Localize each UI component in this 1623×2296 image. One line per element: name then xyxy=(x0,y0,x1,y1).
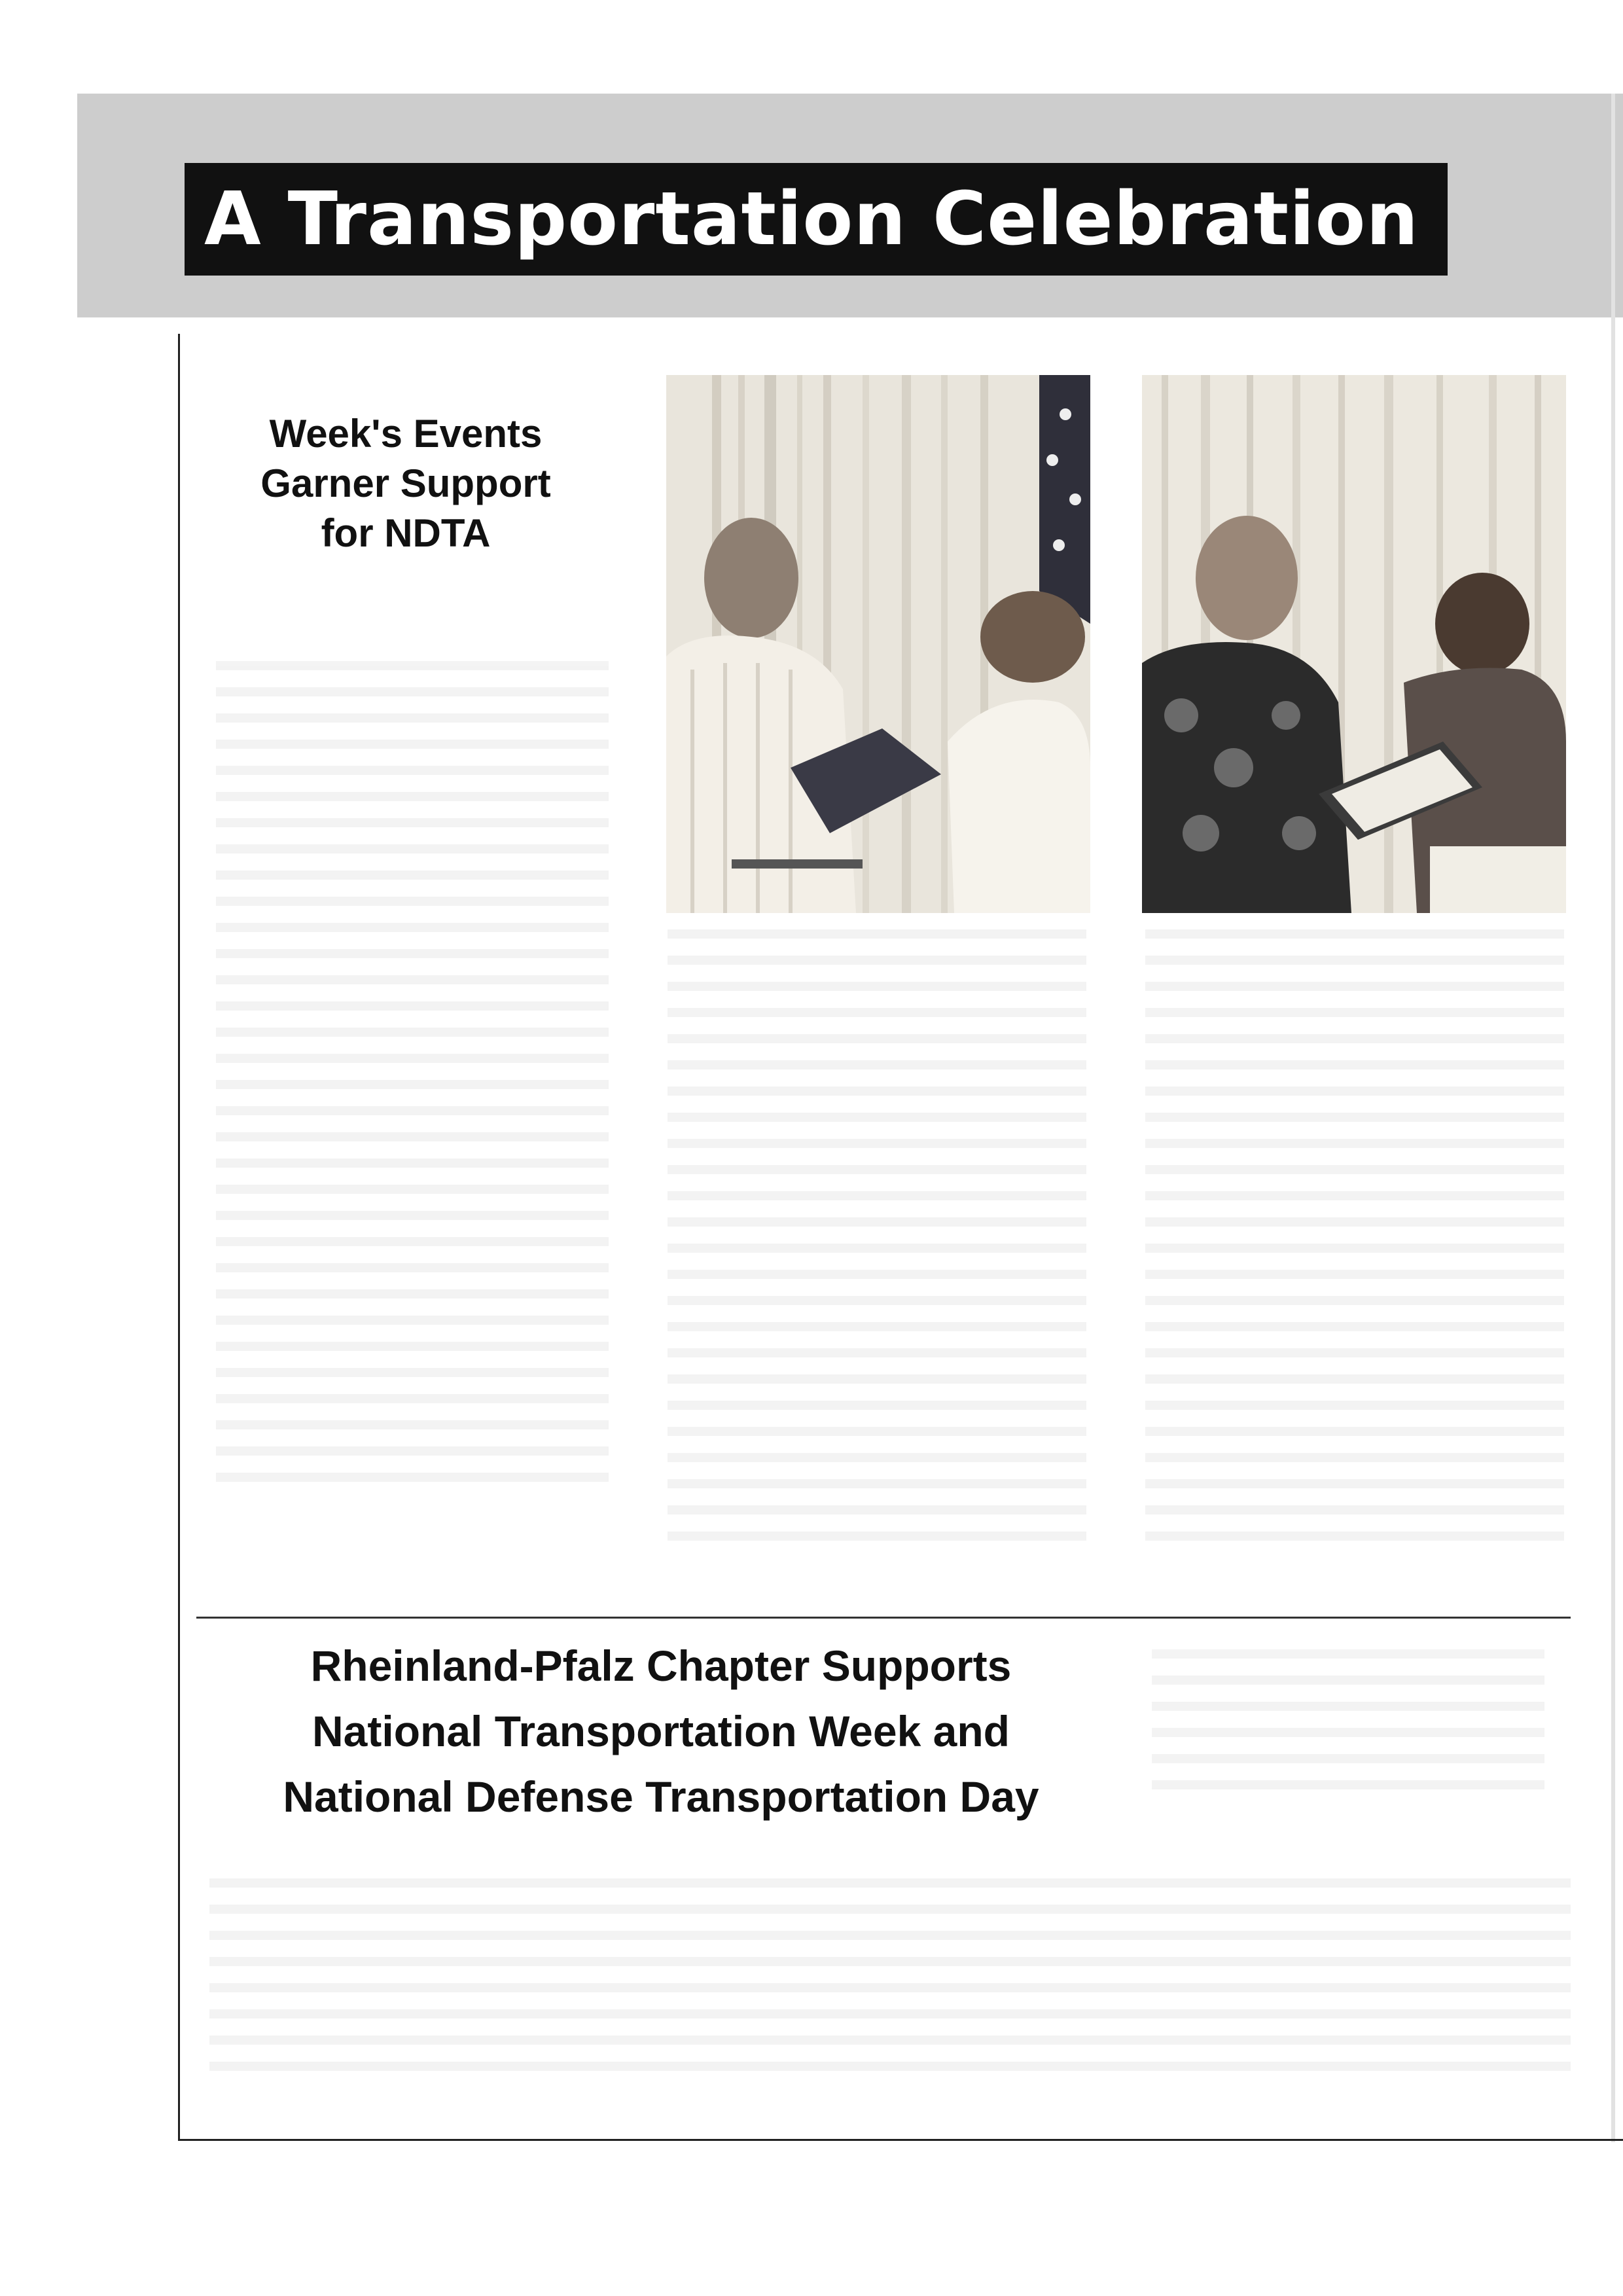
article-2-headline-line: Rheinland-Pfalz Chapter Supports xyxy=(310,1641,1012,1690)
article-2-headline xyxy=(196,1633,1126,1829)
article-2-headline-line: National Transportation Week and xyxy=(312,1707,1010,1755)
article-2-body-faint xyxy=(1152,1649,1544,1806)
section-divider xyxy=(196,1617,1571,1619)
article-2-body-faint-lower xyxy=(209,1878,1571,2088)
photo-presentation-certificate-icon xyxy=(1142,375,1566,913)
article-1-body-faint-col3 xyxy=(1145,929,1564,1558)
article-1-headline-line: Garner Support xyxy=(260,461,551,505)
article-1-headline-line: Week's Events xyxy=(269,412,543,456)
column-rule-vertical xyxy=(178,334,180,2140)
article-1-headline xyxy=(196,409,615,558)
page-title: A Transportation Celebration xyxy=(204,177,1419,262)
article-1-body-faint-col2 xyxy=(668,929,1086,1558)
article-2-headline-line: National Defense Transportation Day xyxy=(283,1772,1039,1821)
title-box xyxy=(185,163,1448,276)
article-1-body-faint xyxy=(216,661,609,1499)
photo-presentation-certificate xyxy=(1142,375,1566,913)
page-edge-divider xyxy=(1611,94,1615,2142)
photo-presentation-flag-icon xyxy=(666,375,1090,913)
bottom-rule xyxy=(178,2139,1623,2141)
article-1-headline-line: for NDTA xyxy=(321,511,491,555)
photo-presentation-flag xyxy=(666,375,1090,913)
